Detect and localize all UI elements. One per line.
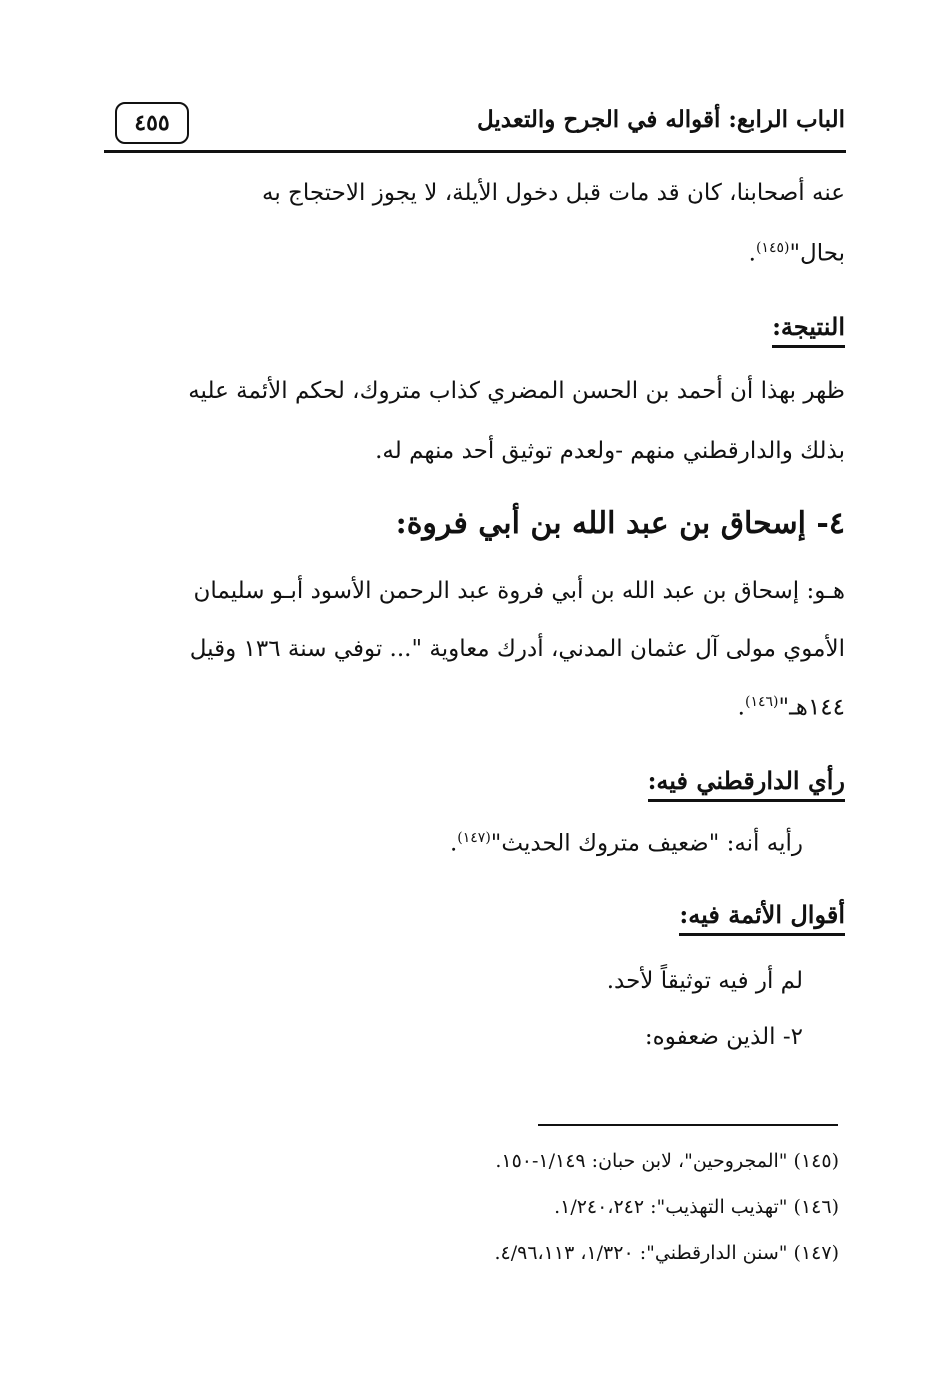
intro-end: . bbox=[748, 240, 756, 267]
result-line-1: ظهر بهذا أن أحمد بن الحسن المضري كذاب متروك، لحكم الأئمة عليه bbox=[188, 378, 845, 404]
bio-end: . bbox=[737, 694, 745, 721]
footnote-ref-145: (١٤٥) bbox=[755, 240, 790, 256]
chapter-title: الباب الرابع: أقواله في الجرح والتعديل bbox=[476, 106, 845, 133]
bio-text: ١٤٤هـ" bbox=[778, 694, 845, 721]
daraqutni-end: . bbox=[449, 830, 458, 857]
entry-heading: ٤- إسحاق بن عبد الله بن أبي فروة: bbox=[395, 506, 845, 541]
intro-line-1: عنه أصحابنا، كان قد مات قبل دخول الأيلة، لا يجوز الاحتجاج به bbox=[262, 180, 845, 206]
bio-line-2: الأموي مولى آل عثمان المدني، أدرك معاوية "... توفي سنة ١٣٦ وقيل bbox=[189, 636, 845, 662]
imams-line-1: لم أر فيه توثيقاً لأحد. bbox=[606, 968, 803, 994]
intro-line-2 bbox=[749, 240, 845, 267]
footnote-147: (١٤٧) "سنن الدارقطني": ١/٣٢٠، ٤/٩٦،١١٣. bbox=[494, 1242, 839, 1264]
bio-line-3 bbox=[738, 694, 845, 721]
daraqutni-quote: رأيه أنه: "ضعيف متروك الحديث" bbox=[490, 830, 803, 857]
footnote-145: (١٤٥) "المجروحين"، لابن حبان: ١/١٤٩-١٥٠. bbox=[495, 1150, 839, 1172]
footnote-divider bbox=[538, 1124, 838, 1126]
footnote-ref-146: (١٤٦) bbox=[744, 694, 779, 710]
imams-heading: أقوال الأئمة فيه: bbox=[679, 900, 845, 936]
daraqutni-heading: رأي الدارقطني فيه: bbox=[648, 766, 845, 802]
bio-line-1: هـو: إسحاق بن عبد الله بن أبي فروة عبد الرحمن الأسود أبـو سليمان bbox=[193, 578, 845, 604]
header-divider bbox=[104, 150, 846, 153]
intro-text: بحال" bbox=[789, 240, 845, 267]
daraqutni-text bbox=[450, 830, 803, 857]
page-number: ٤٥٥ bbox=[115, 102, 189, 144]
imams-line-2: ٢- الذين ضعفوه: bbox=[644, 1024, 803, 1050]
result-heading: النتيجة: bbox=[772, 312, 845, 348]
result-line-2: بذلك والدارقطني منهم -ولعدم توثيق أحد منهم له. bbox=[375, 438, 845, 464]
footnote-ref-147: (١٤٧) bbox=[457, 830, 491, 846]
footnote-146: (١٤٦) "تهذيب التهذيب": ١/٢٤٠،٢٤٢. bbox=[554, 1196, 839, 1218]
